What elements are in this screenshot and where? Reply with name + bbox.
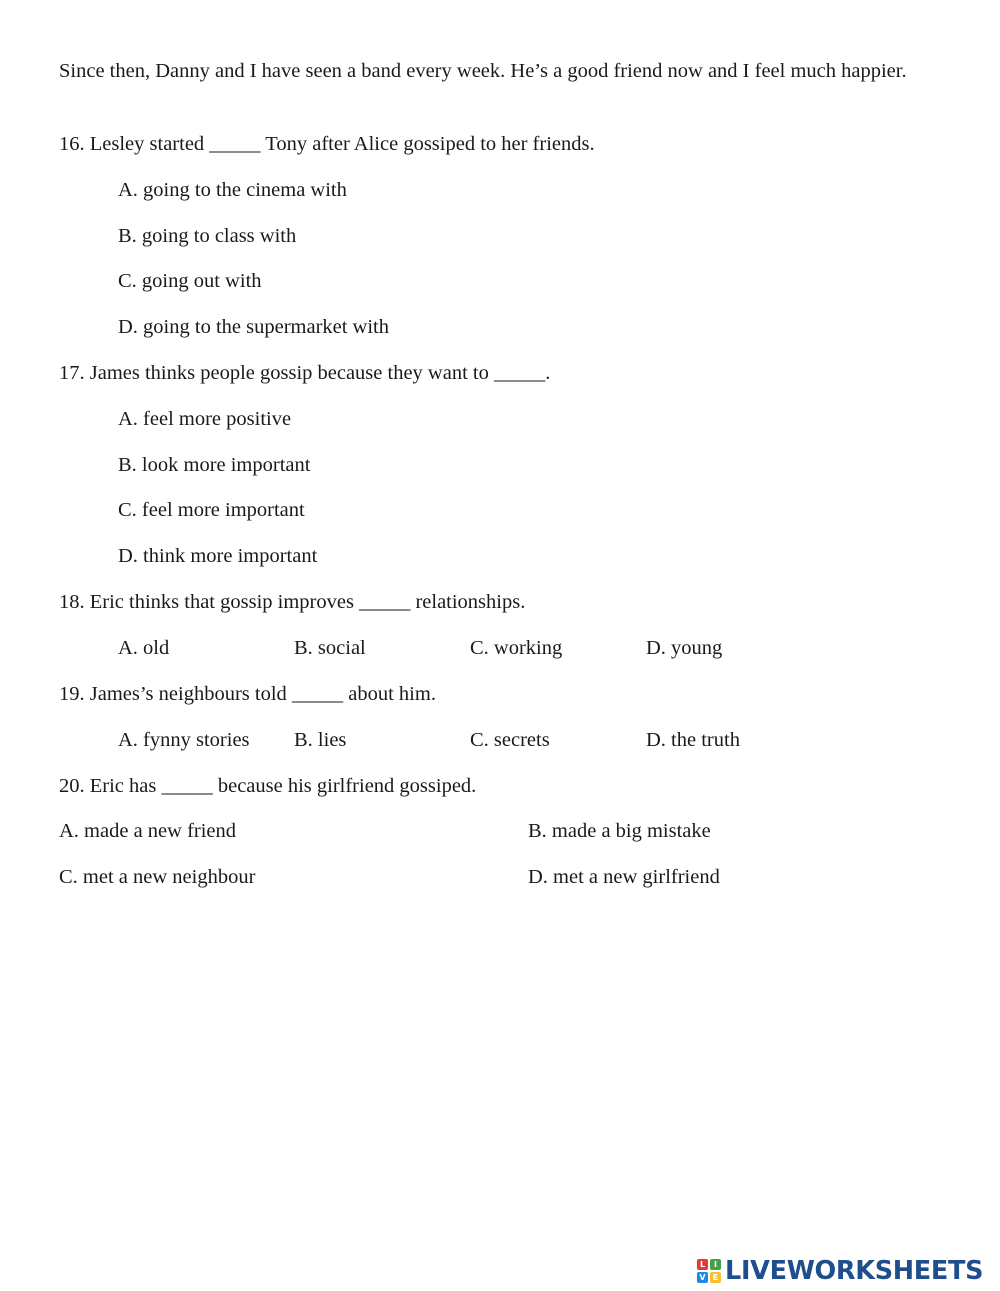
option-17-d[interactable]: D. think more important	[118, 545, 318, 567]
option-16-d[interactable]: D. going to the supermarket with	[118, 316, 390, 338]
option-18-c[interactable]: C. working	[470, 637, 563, 659]
liveworksheets-logo-icon	[697, 1259, 721, 1283]
option-20-a[interactable]: A. made a new friend	[59, 820, 237, 842]
option-19-a[interactable]: A. fynny stories	[118, 729, 250, 751]
liveworksheets-brand	[697, 1256, 983, 1286]
logo-block: E	[710, 1272, 721, 1283]
option-18-a[interactable]: A. old	[118, 637, 170, 659]
option-17-b[interactable]: B. look more important	[118, 454, 311, 476]
question-19: 19. James’s neighbours told _____ about him.	[59, 683, 436, 705]
option-16-c[interactable]: C. going out with	[118, 270, 262, 292]
option-18-d[interactable]: D. young	[646, 637, 723, 659]
option-20-c[interactable]: C. met a new neighbour	[59, 866, 256, 888]
logo-block: V	[697, 1272, 708, 1283]
option-19-b[interactable]: B. lies	[294, 729, 347, 751]
option-16-a[interactable]: A. going to the cinema with	[118, 179, 347, 201]
option-18-b[interactable]: B. social	[294, 637, 366, 659]
option-20-b[interactable]: B. made a big mistake	[528, 820, 711, 842]
question-18: 18. Eric thinks that gossip improves _____ relationships.	[59, 591, 526, 613]
option-19-c[interactable]: C. secrets	[470, 729, 550, 751]
question-16: 16. Lesley started _____ Tony after Alice gossiped to her friends.	[59, 133, 595, 155]
question-17: 17. James thinks people gossip because they want to _____.	[59, 362, 551, 384]
logo-block: I	[710, 1259, 721, 1270]
option-19-d[interactable]: D. the truth	[646, 729, 740, 751]
intro-paragraph: Since then, Danny and I have seen a band every week. He’s a good friend now and I feel much happier.	[59, 60, 907, 82]
option-16-b[interactable]: B. going to class with	[118, 225, 297, 247]
question-20: 20. Eric has _____ because his girlfriend gossiped.	[59, 775, 477, 797]
logo-block: L	[697, 1259, 708, 1270]
option-17-a[interactable]: A. feel more positive	[118, 408, 292, 430]
option-17-c[interactable]: C. feel more important	[118, 499, 305, 521]
brand-text: LIVEWORKSHEETS	[725, 1256, 984, 1286]
option-20-d[interactable]: D. met a new girlfriend	[528, 866, 720, 888]
